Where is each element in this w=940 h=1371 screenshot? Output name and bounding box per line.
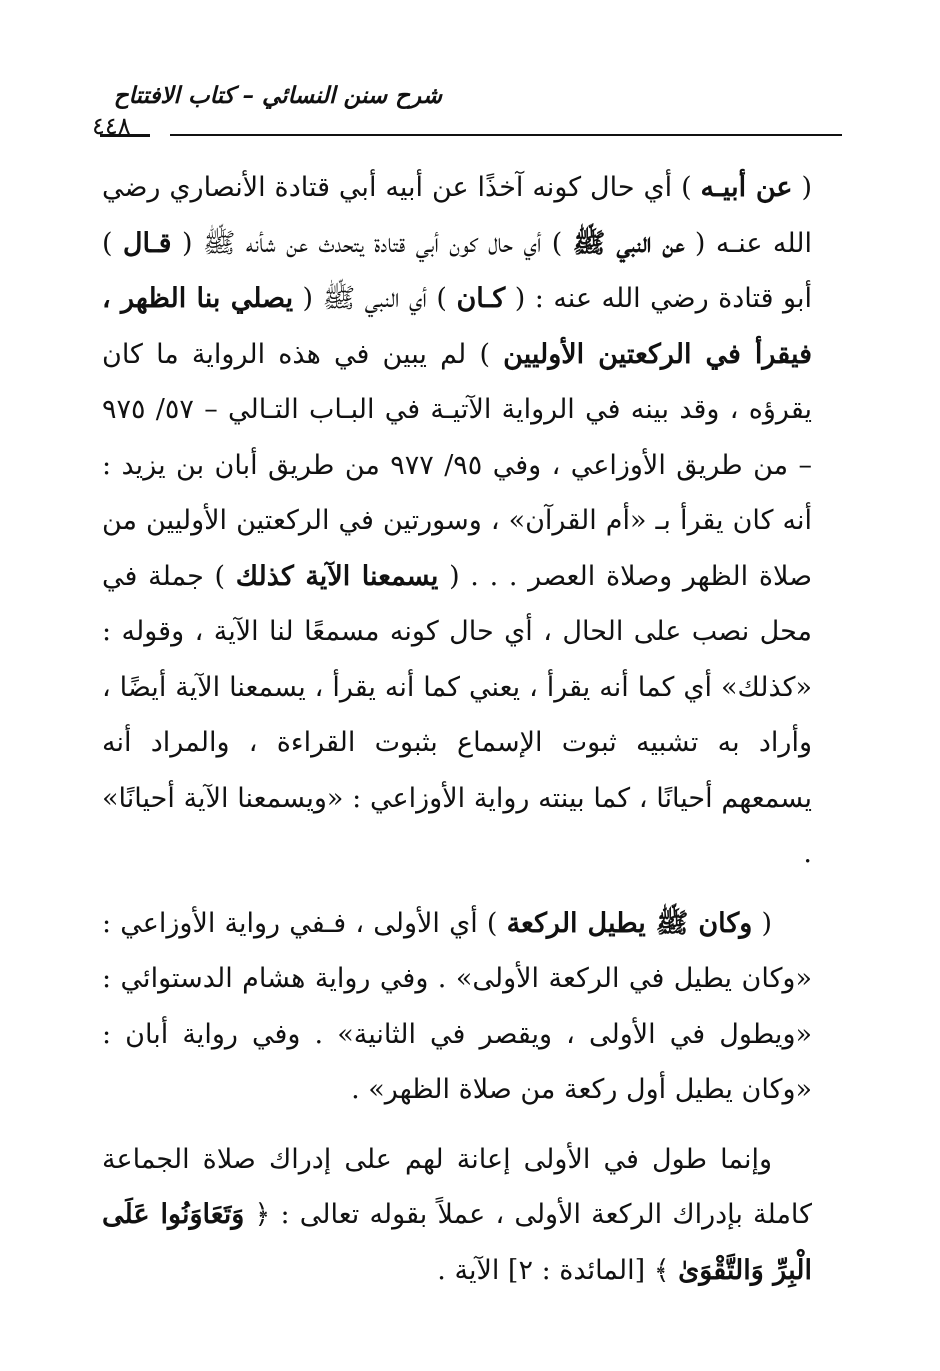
page-header (0, 82, 940, 142)
text-run: ) أي حال كونه آخذًا عن أبيه أبي قتادة الأنصاري رضي الله عنـه (102, 172, 812, 259)
paragraph (102, 160, 812, 882)
paragraph (102, 1132, 812, 1299)
bold-phrase: يصلي بنا الظهر ، فيقرأ في الركعتين الأوليين (102, 283, 812, 370)
bold-phrase: وَتَعَاوَنُوا عَلَى الْبِرِّ وَالتَّقْوَىٰ (102, 1199, 812, 1286)
text-run: ) لم يبين في هذه الرواية ما كان يقرؤه ، وقد بينه في الرواية الآتيـة في البـاب التـالي – ٥٧/ ٩٧٥ – من طريق الأوزاعي ، وفي ٩٥/ ٩٧٧ من طريق أبان بن يزيد : أنه كان يقرأ بـ «أم القرآن» ، وسورتين في الركعتين الأوليين من صلاة الظهر وصلاة العصر . . . ( (102, 338, 812, 592)
running-title: شرح سنن النسائي – كتاب الافتتاح (113, 82, 442, 109)
paragraph (102, 896, 812, 1118)
text-run: ﴾ [المائدة : ٢] الآية . (437, 1254, 679, 1286)
page-number: ٤٤٨ (92, 112, 131, 140)
text-run: ) أي حال كون أبي قتادة يتحدث عن شأنه ﷺ (192, 227, 573, 259)
bold-phrase: يسمعنا الآية كذلك (235, 560, 439, 592)
text-run: ( (171, 227, 193, 259)
bold-phrase: عن النبي ﷺ (572, 227, 685, 259)
text-run: ( (752, 907, 772, 939)
bold-phrase: وكان ﷺ يطيل الركعة (506, 907, 753, 939)
text-run: ) أي الأولى ، فـفي رواية الأوزاعي : «وكان يطيل في الركعة الأولى» . وفي رواية هشام الدستوائي : «ويطول في الأولى ، ويقصر في الثانية» . وفي رواية أبان : «وكان يطيل أول ركعة من صلاة الظهر» . (102, 907, 812, 1105)
text-run: ( (792, 172, 812, 203)
bold-phrase: قـال (122, 227, 172, 259)
text-run: ( (684, 227, 706, 259)
text-run: ) أبو قتادة رضي الله عنه : ( (102, 227, 812, 314)
header-rule (170, 134, 842, 136)
text-run: وإنما طول في الأولى إعانة لهم على إدراك صلاة الجماعة كاملة بإدراك الركعة الأولى ، عملاً بقوله تعالى : ﴿ (102, 1143, 812, 1230)
text-run: ) أي النبي ﷺ ( (293, 283, 457, 314)
bold-phrase: عن أبيـه (700, 172, 793, 203)
body-text (102, 160, 812, 1298)
page-number-rule (100, 134, 150, 137)
text-run: ) جملة في محل نصب على الحال ، أي حال كونه مسمعًا لنا الآية ، وقوله : «كذلك» أي كما أنه يقرأ ، يعني كما أنه يقرأ ، يسمعنا الآية أيضًا ، وأراد به تشبيه ثبوت الإسماع بثبوت القراءة ، والمراد أنه يسمعهم أحيانًا ، كما بينته رواية الأوزاعي : «ويسمعنا الآية أحيانًا» . (102, 560, 812, 869)
bold-phrase: كـان (456, 283, 506, 314)
